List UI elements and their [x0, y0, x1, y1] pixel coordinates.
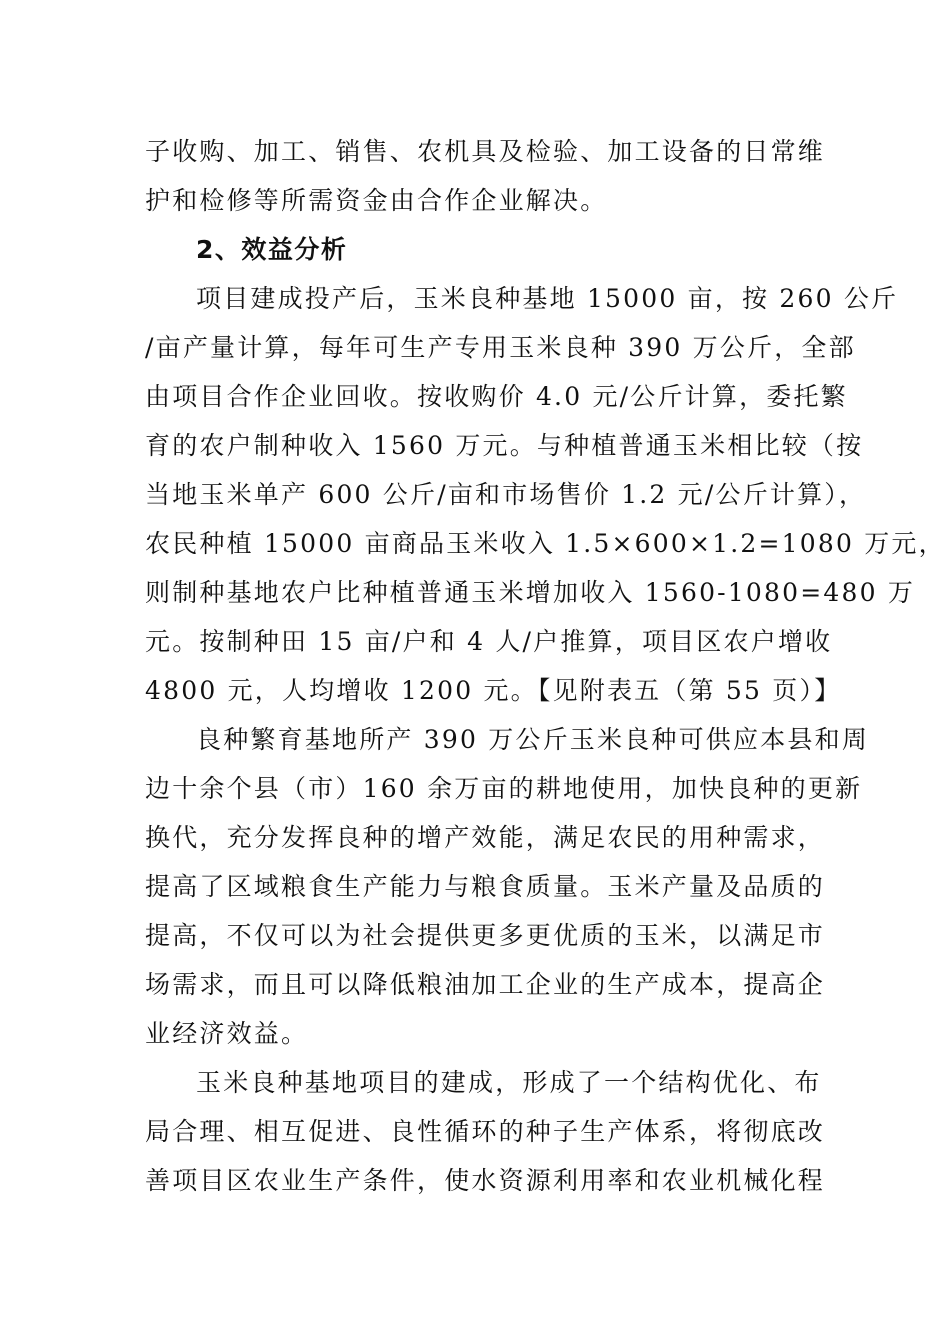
text-line: /亩产量计算，每年可生产专用玉米良种 390 万公斤，全部: [145, 333, 856, 362]
text-line: 育的农户制种收入 1560 万元。与种植普通玉米相比较（按: [145, 431, 864, 460]
text-line: 局合理、相互促进、良性循环的种子生产体系，将彻底改: [145, 1117, 826, 1146]
text-line: 场需求，而且可以降低粮油加工企业的生产成本，提高企: [145, 970, 826, 999]
text-line: 当地玉米单产 600 公斤/亩和市场售价 1.2 元/公斤计算），: [145, 480, 867, 509]
text-line: 提高了区域粮食生产能力与粮食质量。玉米产量及品质的: [145, 872, 826, 901]
text-line: 边十余个县（市）160 余万亩的耕地使用，加快良种的更新: [145, 774, 863, 803]
text-line: 子收购、加工、销售、农机具及检验、加工设备的日常维: [145, 137, 826, 166]
text-line: 农民种植 15000 亩商品玉米收入 1.5×600×1.2=1080 万元，: [145, 529, 946, 558]
text-line: 玉米良种基地项目的建成，形成了一个结构优化、布: [196, 1068, 822, 1097]
section-heading: 2、效益分析: [196, 235, 348, 264]
text-line: 4800 元，人均增收 1200 元。【见附表五（第 55 页）】: [145, 676, 842, 705]
text-line: 护和检修等所需资金由合作企业解决。: [145, 186, 608, 215]
text-line: 项目建成投产后，玉米良种基地 15000 亩，按 260 公斤: [196, 284, 899, 313]
text-line: 善项目区农业生产条件，使水资源利用率和农业机械化程: [145, 1166, 826, 1195]
text-line: 元。按制种田 15 亩/户和 4 人/户推算，项目区农户增收: [145, 627, 833, 656]
text-line: 提高，不仅可以为社会提供更多更优质的玉米，以满足市: [145, 921, 826, 950]
text-line: 良种繁育基地所产 390 万公斤玉米良种可供应本县和周: [196, 725, 870, 754]
text-line: 则制种基地农户比种植普通玉米增加收入 1560-1080=480 万: [145, 578, 916, 607]
text-line: 由项目合作企业回收。按收购价 4.0 元/公斤计算，委托繁: [145, 382, 848, 411]
text-line: 业经济效益。: [145, 1019, 309, 1048]
text-line: 换代，充分发挥良种的增产效能，满足农民的用种需求，: [145, 823, 826, 852]
